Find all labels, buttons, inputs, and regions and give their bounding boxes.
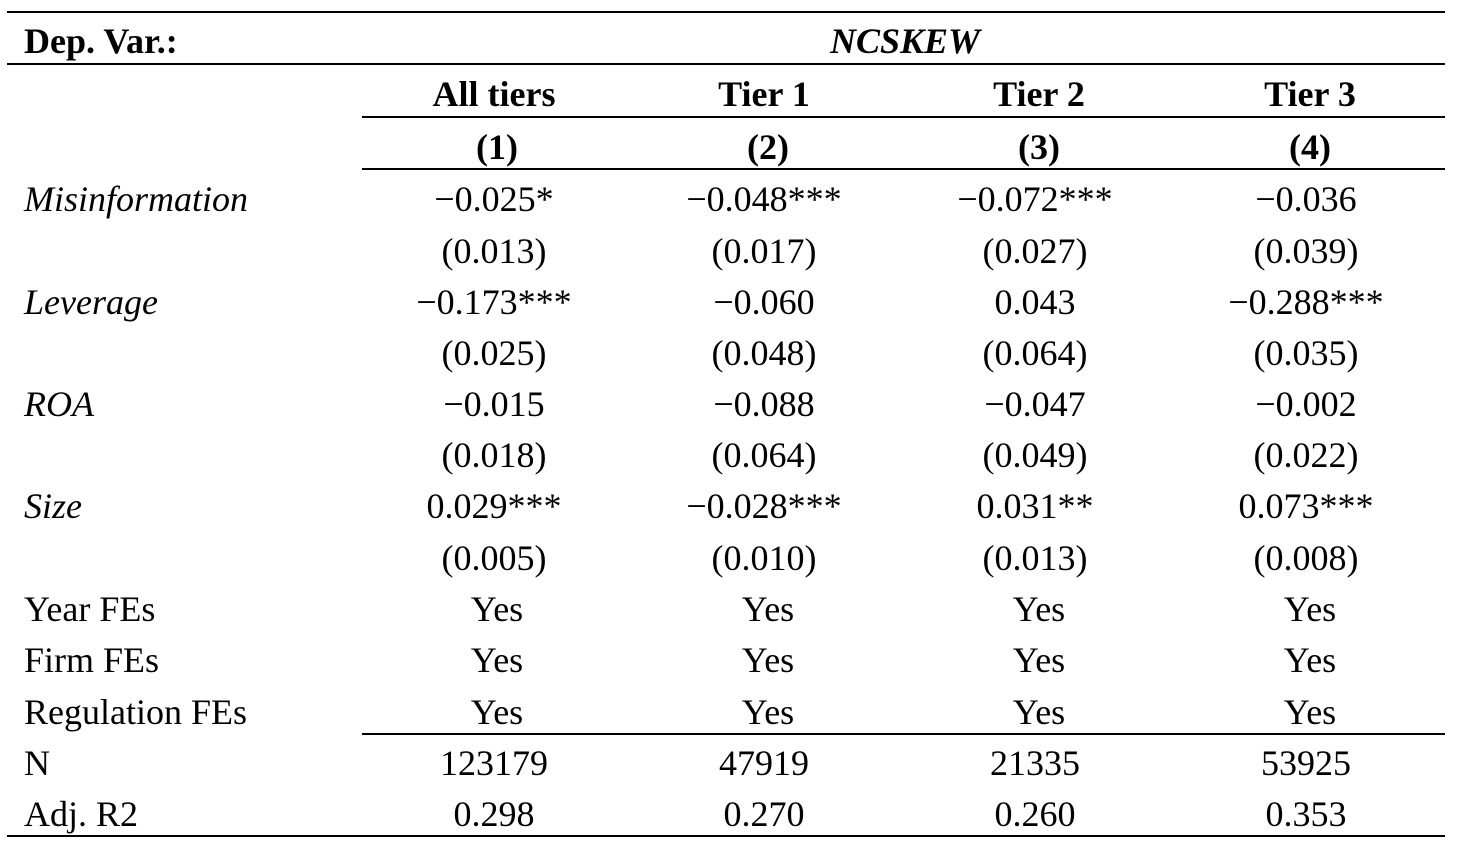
column-label-4: Tier 3 — [1264, 74, 1356, 114]
se-cell: (0.035) — [1253, 333, 1359, 373]
coef-cell: −0.028*** — [686, 486, 842, 526]
coef-cell: −0.060 — [713, 282, 815, 322]
se-cell: (0.064) — [711, 435, 817, 475]
fe-cell: Yes — [470, 640, 524, 680]
column-number-1: (1) — [476, 127, 518, 167]
coef-cell: −0.002 — [1255, 384, 1357, 424]
fe-cell: Yes — [1012, 692, 1066, 732]
fe-cell: Yes — [741, 640, 795, 680]
stat-cell: 0.270 — [723, 794, 805, 834]
coef-cell: −0.072*** — [957, 179, 1113, 219]
coef-cell: 0.031** — [976, 486, 1094, 526]
se-cell: (0.025) — [441, 333, 547, 373]
coef-cell: 0.029*** — [426, 486, 562, 526]
coef-cell: −0.015 — [443, 384, 545, 424]
fe-cell: Yes — [470, 692, 524, 732]
fe-cell: Yes — [741, 589, 795, 629]
row-label-regulation-fes: Regulation FEs — [24, 692, 247, 732]
se-cell: (0.013) — [441, 231, 547, 271]
column-label-2: Tier 1 — [718, 74, 810, 114]
fe-cell: Yes — [1283, 692, 1337, 732]
dep-var-name: NCSKEW — [829, 21, 981, 61]
se-cell: (0.049) — [982, 435, 1088, 475]
coef-cell: −0.288*** — [1228, 282, 1384, 322]
row-label-n: N — [24, 743, 50, 783]
row-label-misinformation: Misinformation — [24, 179, 249, 219]
fe-cell: Yes — [1012, 589, 1066, 629]
stat-cell: 47919 — [719, 743, 809, 783]
stat-cell: 0.353 — [1265, 794, 1347, 834]
stat-cell: 0.298 — [453, 794, 535, 834]
fe-cell: Yes — [1283, 640, 1337, 680]
se-cell: (0.010) — [711, 538, 817, 578]
column-number-3: (3) — [1018, 127, 1060, 167]
top-rule — [7, 11, 1445, 13]
stats-rule — [362, 733, 1445, 735]
coef-cell: −0.025* — [434, 179, 554, 219]
se-cell: (0.048) — [711, 333, 817, 373]
coef-cell: 0.043 — [994, 282, 1076, 322]
row-label-year-fes: Year FEs — [24, 589, 156, 629]
column-label-1: All tiers — [432, 74, 556, 114]
stat-cell: 123179 — [440, 743, 548, 783]
header-rule — [7, 63, 1445, 65]
row-label-leverage: Leverage — [24, 282, 158, 322]
stat-cell: 0.260 — [994, 794, 1076, 834]
coef-cell: −0.173*** — [416, 282, 572, 322]
coef-cell: −0.036 — [1255, 179, 1357, 219]
coef-cell: −0.088 — [713, 384, 815, 424]
coef-cell: −0.048*** — [686, 179, 842, 219]
se-cell: (0.064) — [982, 333, 1088, 373]
se-cell: (0.027) — [982, 231, 1088, 271]
se-cell: (0.039) — [1253, 231, 1359, 271]
se-cell: (0.005) — [441, 538, 547, 578]
fe-cell: Yes — [1012, 640, 1066, 680]
coef-cell: 0.073*** — [1238, 486, 1374, 526]
fe-cell: Yes — [1283, 589, 1337, 629]
se-cell: (0.022) — [1253, 435, 1359, 475]
stat-cell: 53925 — [1261, 743, 1351, 783]
column-number-2: (2) — [747, 127, 789, 167]
stat-cell: 21335 — [990, 743, 1080, 783]
row-label-roa: ROA — [24, 384, 94, 424]
fe-cell: Yes — [470, 589, 524, 629]
row-label-size: Size — [24, 486, 82, 526]
column-label-rule — [362, 116, 1445, 118]
column-number-4: (4) — [1289, 127, 1331, 167]
se-cell: (0.008) — [1253, 538, 1359, 578]
se-cell: (0.013) — [982, 538, 1088, 578]
fe-cell: Yes — [741, 692, 795, 732]
column-number-rule — [362, 168, 1445, 170]
row-label-adj-r2: Adj. R2 — [24, 794, 139, 834]
column-label-3: Tier 2 — [993, 74, 1085, 114]
row-label-firm-fes: Firm FEs — [24, 640, 160, 680]
se-cell: (0.018) — [441, 435, 547, 475]
se-cell: (0.017) — [711, 231, 817, 271]
coef-cell: −0.047 — [984, 384, 1086, 424]
dep-var-label: Dep. Var.: — [24, 21, 178, 61]
